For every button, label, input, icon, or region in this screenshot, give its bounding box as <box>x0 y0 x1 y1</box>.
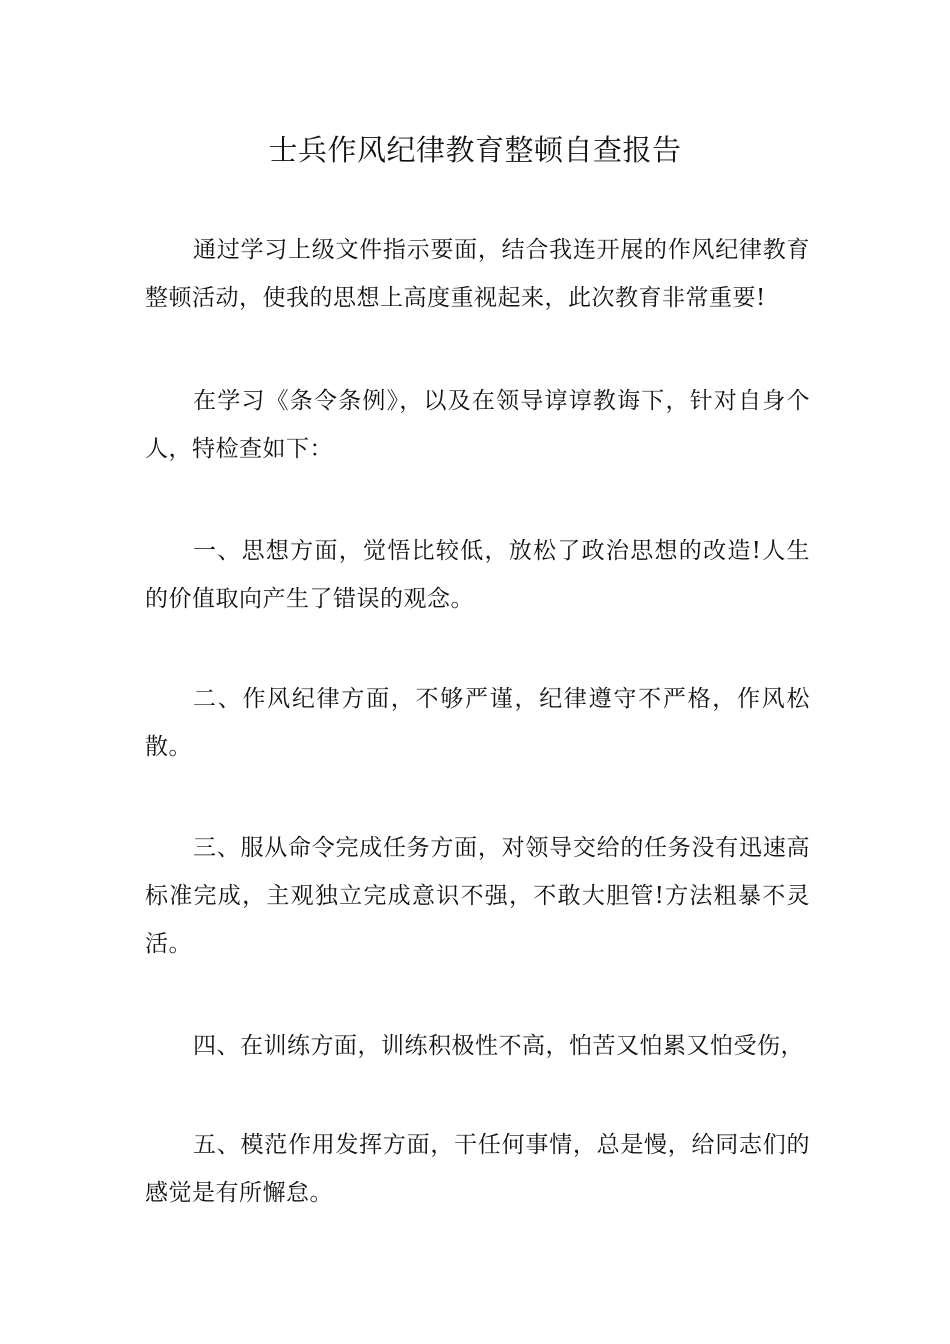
paragraph-role-model: 五、模范作用发挥方面，干任何事情，总是慢，给同志们的感觉是有所懈怠。 <box>145 1132 810 1206</box>
paragraph-thought: 一、思想方面，觉悟比较低，放松了政治思想的改造!人生的价值取向产生了错误的观念。 <box>145 538 810 612</box>
paragraph-discipline: 二、作风纪律方面，不够严谨，纪律遵守不严格，作风松散。 <box>145 686 810 760</box>
paragraph-training: 四、在训练方面，训练积极性不高，怕苦又怕累又怕受伤， <box>193 1033 804 1059</box>
paragraph-obedience: 三、服从命令完成任务方面，对领导交给的任务没有迅速高标准完成，主观独立完成意识不强，不敢大胆管!方法粗暴不灵活。 <box>145 835 810 957</box>
paragraph-inspection-lead: 在学习《条令条例》，以及在领导谆谆教诲下，针对自身个人，特检查如下： <box>145 388 810 462</box>
paragraph-intro: 通过学习上级文件指示要面，结合我连开展的作风纪律教育整顿活动，使我的思想上高度重视起来，此次教育非常重要! <box>145 237 810 311</box>
document-title: 士兵作风纪律教育整顿自查报告 <box>268 133 682 167</box>
